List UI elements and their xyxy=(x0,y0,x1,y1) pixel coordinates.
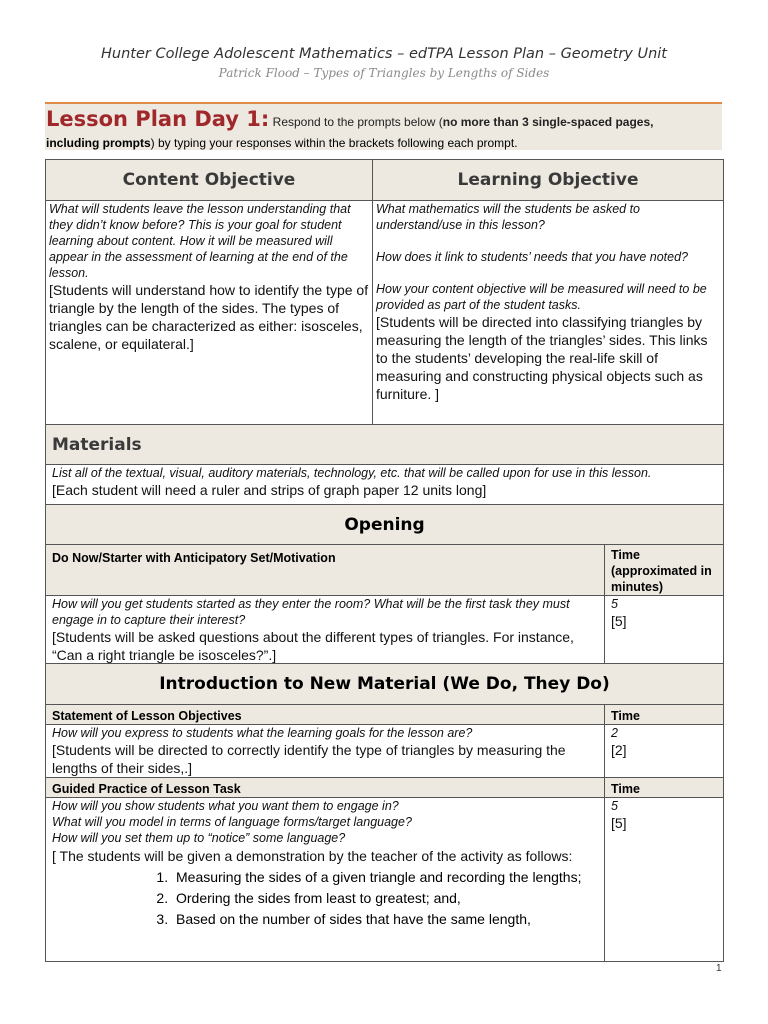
learning-objective-header-cell xyxy=(373,160,724,201)
demonstration-step: 1. Measuring the sides of a given triangle and recording the lengths; xyxy=(172,867,601,888)
guided-practice-label-cell xyxy=(46,778,605,798)
lesson-objectives-prompt: How will you express to students what the learning goals for the lesson are? xyxy=(52,726,473,740)
content-objective-prompt: What will students leave the lesson understanding that they didn’t know before? This is your goal for student learning about content. How it will be measured will appear in the assessment of learning at the end of the lesson. xyxy=(49,202,351,280)
content-objective-cell xyxy=(46,201,373,425)
guided-practice-cell xyxy=(46,798,605,962)
learning-objective-response: [Students will be directed into classifying triangles by measuring the length of the triangles’ sides. This links to the students’ developing the real-life skill of measuring and constructing physical objects such as furniture. ] xyxy=(376,314,708,402)
demonstration-steps xyxy=(52,867,601,930)
guided-time-cell xyxy=(605,798,724,962)
guided-practice-label: Guided Practice of Lesson Task xyxy=(52,782,241,796)
document-header-subtitle: Patrick Flood – Types of Triangles by Lengths of Sides xyxy=(218,66,550,80)
lesson-objectives-label-cell xyxy=(46,705,605,725)
guided-prompt-3: How will you set them up to “notice” some language? xyxy=(52,831,346,845)
objectives-time-cell xyxy=(605,725,724,778)
materials-cell xyxy=(46,465,724,505)
opening-table xyxy=(45,504,724,665)
learning-objective-header: Learning Objective xyxy=(457,170,639,190)
guided-prompt-1: How will you show students what you want them to engage in? xyxy=(52,799,399,813)
lesson-plan-banner xyxy=(45,102,722,150)
document-header-title: Hunter College Adolescent Mathematics – edTPA Lesson Plan – Geometry Unit xyxy=(100,46,667,62)
do-now-label: Do Now/Starter with Anticipatory Set/Motivation xyxy=(52,551,336,565)
guided-time-label-cell xyxy=(605,778,724,798)
opening-header-cell xyxy=(46,505,724,545)
lesson-plan-instructions-b: ) by typing your responses within the brackets following each prompt. xyxy=(150,136,518,150)
opening-title: Opening xyxy=(344,514,425,535)
content-objective-header-cell xyxy=(46,160,373,201)
objectives-time-label-cell xyxy=(605,705,724,725)
opening-time-label: Time (approximated in minutes) xyxy=(611,548,712,594)
materials-table xyxy=(45,424,724,505)
objectives-table xyxy=(45,159,724,425)
do-now-response: [Students will be asked questions about the different types of triangles. For instance, “Can a right triangle be isosceles?”.] xyxy=(52,629,574,663)
content-objective-response: [Students will understand how to identify the type of triangle by the length of the sides. The types of triangles can be characterized as either: isosceles, scalene, or equilateral.] xyxy=(49,282,369,352)
objectives-time-label: Time xyxy=(611,709,640,723)
do-now-label-cell xyxy=(46,545,605,596)
lesson-plan-title-line xyxy=(46,106,720,135)
guided-time-response: [5] xyxy=(611,815,627,831)
materials-prompt: List all of the textual, visual, auditory materials, technology, etc. that will be called upon for use in this lesson. xyxy=(52,466,652,480)
materials-response: [Each student will need a ruler and strips of graph paper 12 units long] xyxy=(52,482,487,498)
materials-title: Materials xyxy=(52,434,142,455)
page-number: 1 xyxy=(716,963,722,974)
lesson-objectives-label: Statement of Lesson Objectives xyxy=(52,709,242,723)
lesson-plan-instructions-bold-a: no more than 3 single-spaced pages, xyxy=(442,115,654,129)
objectives-time-value: 2 xyxy=(611,726,618,740)
lesson-plan-instructions-line2 xyxy=(46,135,720,151)
lesson-plan-title: Lesson Plan Day 1 xyxy=(46,107,261,131)
demonstration-step: 3. Based on the number of sides that have the same length, xyxy=(172,909,601,930)
do-now-cell xyxy=(46,596,605,665)
lesson-plan-title-colon: : xyxy=(260,107,270,131)
objectives-time-response: [2] xyxy=(611,742,627,758)
introduction-title: Introduction to New Material (We Do, They Do) xyxy=(159,674,610,694)
lesson-plan-instructions-a: Respond to the prompts below ( xyxy=(269,115,443,129)
content-objective-header: Content Objective xyxy=(122,170,296,190)
guided-time-label: Time xyxy=(611,782,640,796)
guided-time-value: 5 xyxy=(611,799,618,813)
do-now-prompt: How will you get students started as they enter the room? What will be the first task they must engage in to capture their interest? xyxy=(52,597,570,627)
learning-objective-prompt-2: How does it link to students’ needs that you have noted? xyxy=(376,250,689,264)
guided-response: [ The students will be given a demonstration by the teacher of the activity as follows: xyxy=(52,848,573,864)
opening-time-value: 5 xyxy=(611,597,618,611)
introduction-header-cell xyxy=(46,664,724,705)
opening-time-cell xyxy=(605,596,724,665)
learning-objective-cell xyxy=(373,201,724,425)
guided-prompt-2: What will you model in terms of language forms/target language? xyxy=(52,815,412,829)
lesson-objectives-response: [Students will be directed to correctly identify the type of triangles by measuring the lengths of their sides,.] xyxy=(52,742,566,776)
lesson-objectives-cell xyxy=(46,725,605,778)
learning-objective-prompt-3: How your content objective will be measured will need to be provided as part of the student tasks. xyxy=(376,282,707,312)
opening-time-label-cell xyxy=(605,545,724,596)
materials-header-cell xyxy=(46,425,724,465)
demonstration-step: 2. Ordering the sides from least to greatest; and, xyxy=(172,888,601,909)
introduction-table xyxy=(45,663,724,962)
lesson-plan-instructions-bold-b: including prompts xyxy=(46,136,151,150)
learning-objective-prompt-1: What mathematics will the students be asked to understand/use in this lesson? xyxy=(376,202,641,232)
opening-time-response: [5] xyxy=(611,613,627,629)
